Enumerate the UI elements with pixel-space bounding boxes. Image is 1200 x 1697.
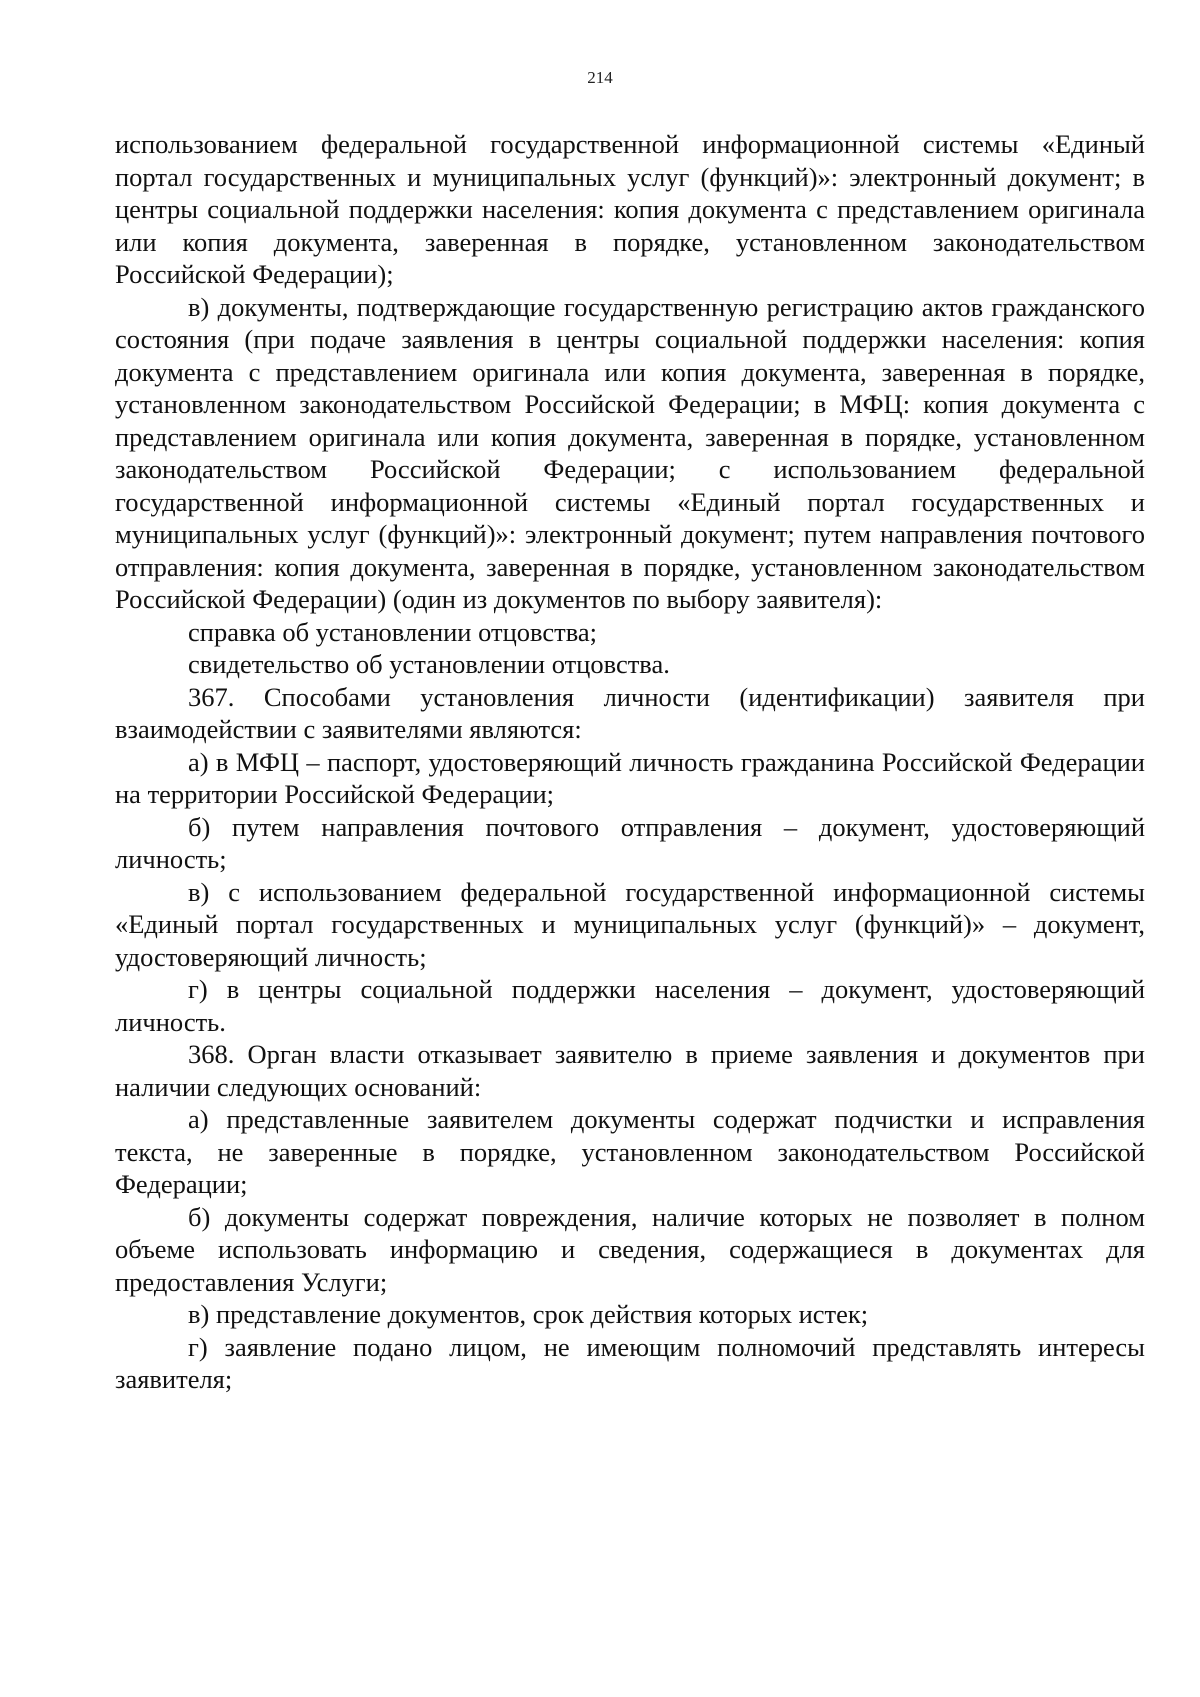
paragraph-367-g: г) в центры социальной поддержки населения – документ, удостоверяющий личность. [115,974,1145,1037]
paragraph-368-b: б) документы содержат повреждения, наличие которых не позволяет в полном объеме использовать информацию и сведения, содержащиеся в документах для предоставления Услуги; [115,1201,1145,1297]
paragraph-368: 368. Орган власти отказывает заявителю в приеме заявления и документов при наличии следующих оснований: [115,1039,1145,1102]
document-body [115,128,1145,1396]
paragraph-continuation: использованием федеральной государственной информационной системы «Единый портал государственных и муниципальных услуг (функций)»: электронный документ; в центры социальной поддержки населения: копия документа с представлением оригинала или копия документа, заверенная в порядке, установленном законодательством Российской Федерации); [115,129,1145,289]
paragraph-item-v-civil-acts: в) документы, подтверждающие государственную регистрацию актов гражданского состояния (при подаче заявления в центры социальной поддержки населения: копия документа с представлением оригинала или копия документа, заверенная в порядке, установленном законодательством Российской Федерации; в МФЦ: копия документа с представлением оригинала или копия документа, заверенная в порядке, установленном законодательством Российской Федерации; с использованием федеральной государственной информационной системы «Единый портал государственных и муниципальных услуг (функций)»: электронный документ; путем направления почтового отправления: копия документа, заверенная в порядке, установленном законодательством Российской Федерации) (один из документов по выбору заявителя): [115,291,1145,614]
paragraph-367-b: б) путем направления почтового отправления – документ, удостоверяющий личность; [115,811,1145,874]
paragraph-367: 367. Способами установления личности (идентификации) заявителя при взаимодействии с заявителями являются: [115,681,1145,744]
paragraph-367-a: а) в МФЦ – паспорт, удостоверяющий личность гражданина Российской Федерации на территории Российской Федерации; [115,746,1145,809]
paragraph-368-g: г) заявление подано лицом, не имеющим полномочий представлять интересы заявителя; [115,1331,1145,1394]
paragraph-paternity-certificate-ref: справка об установлении отцовства; [188,616,598,647]
paragraph-paternity-certificate: свидетельство об установлении отцовства. [188,649,670,679]
paragraph-367-v: в) с использованием федеральной государственной информационной системы «Единый портал государственных и муниципальных услуг (функций)» – документ, удостоверяющий личность; [115,876,1145,972]
page-number: 214 [587,68,613,87]
paragraph-368-v: в) представление документов, срок действия которых истек; [188,1299,869,1329]
paragraph-368-a: а) представленные заявителем документы содержат подчистки и исправления текста, не заверенные в порядке, установленном законодательством Российской Федерации; [115,1104,1145,1199]
